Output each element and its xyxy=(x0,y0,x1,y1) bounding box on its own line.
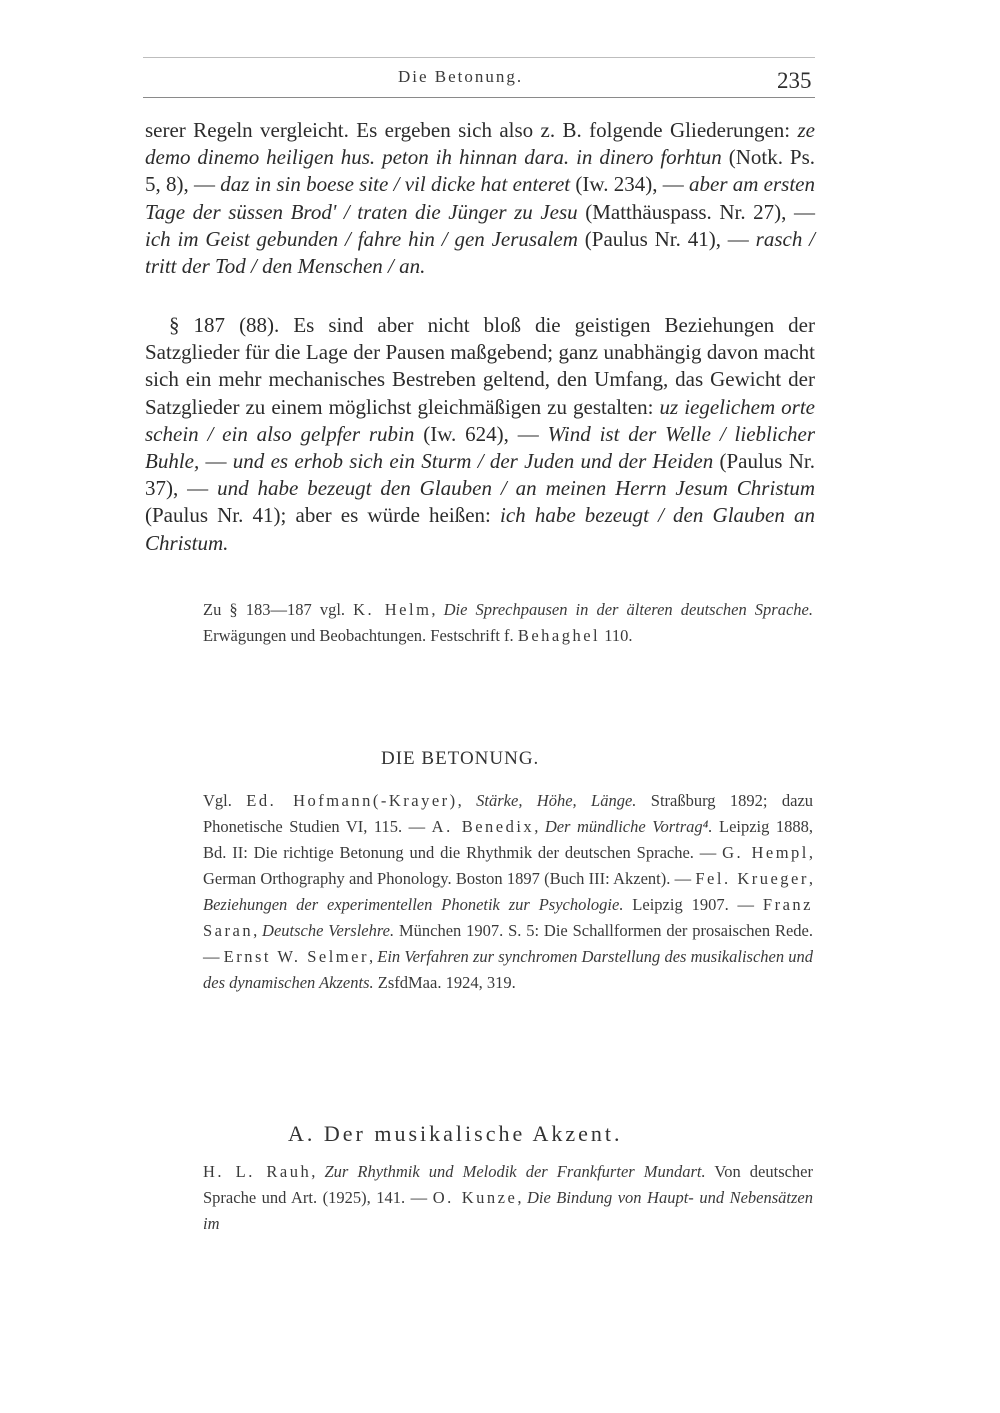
text-run: serer Regeln vergleicht. Es ergeben sich also z. B. folgende Gliederungen: xyxy=(145,118,798,142)
text-run: (Notk. Ps. 5, 8), — xyxy=(145,145,815,197)
text-run: , xyxy=(534,817,545,836)
text-run: Leipzig 1888, Bd. II: Die richtige Betonung und die Rhythmik der deutschen Sprache. — xyxy=(203,817,814,862)
italic-run: aber am ersten Tage der süssen Brod' / traten die Jünger zu Jesu xyxy=(145,172,816,224)
text-run: ZsfdMaa. 1924, 319. xyxy=(373,973,516,992)
running-head: Die Betonung. xyxy=(398,67,524,86)
author-name: Fel. Krueger xyxy=(695,869,809,888)
footnote-sprechpausen xyxy=(203,597,813,649)
section-heading-betonung: DIE BETONUNG. xyxy=(381,748,540,769)
text-run: , xyxy=(517,1188,527,1207)
author-name: Franz Saran xyxy=(203,895,813,940)
text-run: Zu § 183—187 vgl. xyxy=(203,600,354,619)
text-run: (Iw. 234), — xyxy=(570,172,689,197)
author-name: Ed. Hofmann(-Krayer) xyxy=(246,791,458,810)
text-run: , xyxy=(311,1162,325,1181)
text-run: (Matthäuspass. Nr. 27), — xyxy=(577,199,815,224)
italic-run: Der mündliche Vortrag⁴. xyxy=(544,817,713,836)
bibliography-musikalischer-akzent xyxy=(203,1159,813,1237)
author-name: A. Benedix xyxy=(431,817,535,836)
paragraph-section-187-text xyxy=(145,312,815,557)
text-run: München 1907. S. 5: Die Schallformen der prosaischen Rede.— xyxy=(203,921,813,966)
italic-run: Zur Rhythmik und Melodik der Frankfurter Mundart. xyxy=(324,1162,706,1181)
italic-run: Ein Verfahren zur synchromen Darstellung des musikalischen und des dynamischen Akzents. xyxy=(203,947,814,992)
text-run: , xyxy=(253,921,263,940)
text-run: (Iw. 624), — xyxy=(414,421,548,446)
text-run: Erwägungen und Beobachtungen. Festschrift f. xyxy=(203,626,518,645)
text-run: (Paulus Nr. 37), — xyxy=(145,449,816,501)
italic-run: uz iegelichem orte schein / ein also gelpfer rubin xyxy=(145,394,815,446)
paragraph-section-187 xyxy=(145,312,815,557)
header-rule xyxy=(143,97,815,98)
italic-run: Die Bindung von Haupt- und Nebensätzen im xyxy=(203,1188,813,1233)
page-number: 235 xyxy=(777,68,812,93)
text-run: , xyxy=(457,791,477,810)
paragraph-continuation-text xyxy=(145,117,815,280)
text-run: , German Orthography and Phonology. Boston 1897 (Buch III: Akzent). — xyxy=(203,843,814,888)
author-name: Behaghel xyxy=(517,626,601,645)
italic-run: rasch / tritt der Tod / den Menschen / an. xyxy=(145,226,816,279)
text-run: , xyxy=(431,600,444,619)
text-run: Vgl. xyxy=(203,791,247,810)
author-name: Ernst W. Selmer xyxy=(223,947,369,966)
italic-run: Deutsche Verslehre. xyxy=(262,921,395,940)
text-run: (Paulus Nr. 41); aber es würde heißen: xyxy=(145,503,501,528)
italic-run: Beziehungen der experimentellen Phonetik zur Psychologie. xyxy=(203,895,624,914)
text-run: (Paulus Nr. 41), — xyxy=(577,226,756,251)
author-name: H. L. Rauh xyxy=(203,1162,312,1181)
author-name: O. Kunze xyxy=(432,1188,518,1207)
bibliography-betonung xyxy=(203,788,813,996)
author-name: K. Helm xyxy=(353,600,432,619)
text-run: Von deutscher Sprache und Art. (1925), 141. — xyxy=(203,1162,814,1207)
italic-run: und habe bezeugt den Glauben / an meinen Herrn Jesum Christum xyxy=(217,476,815,501)
text-run: Straßburg 1892; dazu Phonetische Studien VI, 115. — xyxy=(203,791,814,836)
top-rule xyxy=(143,57,815,58)
text-run: — xyxy=(199,449,233,474)
italic-run: ich habe bezeugt / den Glauben an Christum. xyxy=(145,503,815,555)
author-name: G. Hempl xyxy=(722,843,809,862)
text-run: § 187 (88). Es sind aber nicht bloß die geistigen Beziehungen der Satzglieder für die Lage der Pausen maßgebend; ganz unabhängig davon macht sich ein mehr mechanisches Bestreben geltend, den Umfang, das Gewicht der Satzglieder zu einem möglichst gleichmäßigen zu gestalten: xyxy=(145,313,815,419)
text-run: Leipzig 1907. — xyxy=(623,895,763,914)
paragraph-continuation xyxy=(145,117,815,280)
text-run: , xyxy=(808,869,813,888)
italic-run: Wind ist der Welle / lieblicher Buhle, xyxy=(145,421,816,474)
section-heading-musikalischer-akzent: A. Der musikalische Akzent. xyxy=(288,1121,623,1146)
text-run: 110. xyxy=(600,626,633,645)
italic-run: ze demo dinemo heiligen hus. peton ih hinnan dara. in dinero forhtun xyxy=(145,118,815,170)
italic-run: Die Sprechpausen in der älteren deutschen Sprache. xyxy=(443,600,814,619)
italic-run: daz in sin boese site / vil dicke hat enteret xyxy=(220,172,571,197)
text-run: , xyxy=(368,947,378,966)
italic-run: ich im Geist gebunden / fahre hin / gen Jerusalem xyxy=(145,226,578,251)
italic-run: und es erhob sich ein Sturm / der Juden und der Heiden xyxy=(232,449,714,474)
italic-run: Stärke, Höhe, Länge. xyxy=(476,791,637,810)
